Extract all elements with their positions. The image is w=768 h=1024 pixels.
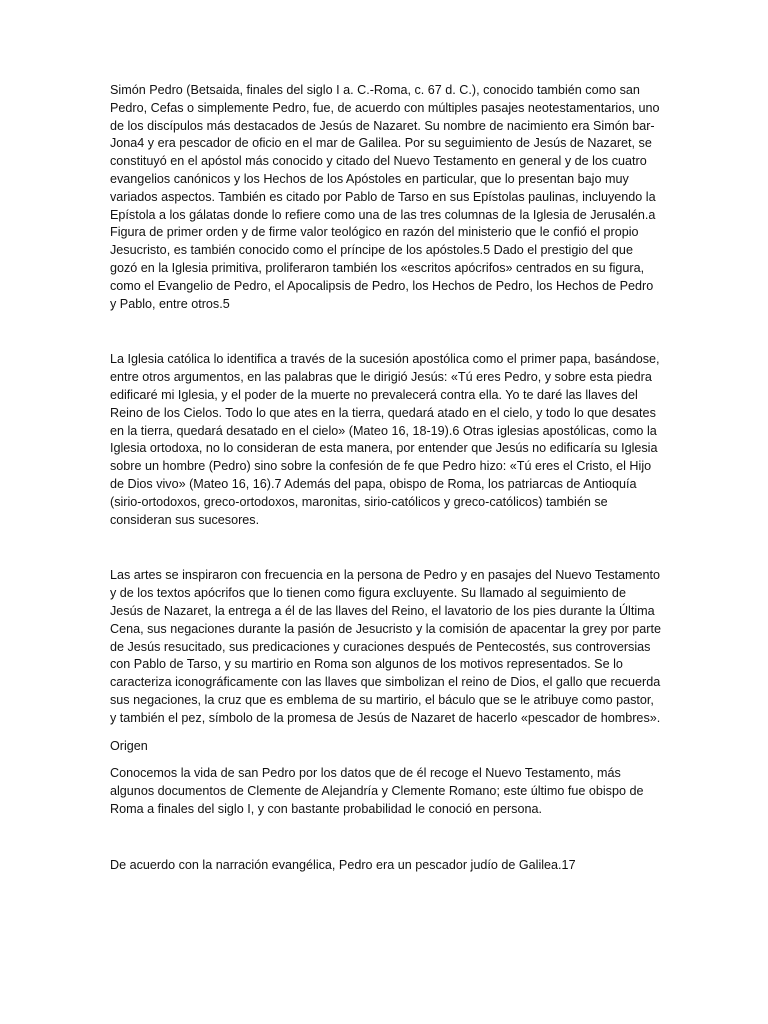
paragraph-sources: Conocemos la vida de san Pedro por los datos que de él recoge el Nuevo Testamento, más algunos documentos de Clemente de Alejandría y Clemente Romano; este último fue obispo de Roma a finales del siglo I, y con bastante probabilidad le conoció en persona. [110,766,644,816]
section-heading-origen: Origen [110,738,148,753]
paragraph-papacy: La Iglesia católica lo identifica a través de la sucesión apostólica como el primer papa, basándose, entre otros argumentos, en las palabras que le dirigió Jesús: «Tú eres Pedro, y sobre esta piedra edificaré mi Iglesia, y el poder de la muerte no prevalecerá contra ella. Yo te daré las llaves del Reino de los Cielos. Todo lo que ates en la tierra, quedará atado en el cielo, y todo lo que desates en la tierra, quedará desatado en el cielo» (Mateo 16, 18-19).6 Otras iglesias apostólicas, como la Iglesia ortodoxa, no lo consideran de esta manera, por entender que Jesús no edificaría su Iglesia sobre un hombre (Pedro) sino sobre la confesión de fe que Pedro hizo: «Tú eres el Cristo, el Hijo de Dios vivo» (Mateo 16, 16).7 Además del papa, obispo de Roma, los patriarcas de Antioquía (sirio-ortodoxos, greco-ortodoxos, maronitas, sirio-católicos y greco-católicos) también se consideran sus sucesores. [110,352,660,527]
paragraph-intro: Simón Pedro (Betsaida, finales del siglo I a. C.-Roma, c. 67 d. C.), conocido también como san Pedro, Cefas o simplemente Pedro, fue, de acuerdo con múltiples pasajes neotestamentarios, uno de los discípulos más destacados de Jesús de Nazaret. Su nombre de nacimiento era Simón bar-Jona4 y era pescador de oficio en el mar de Galilea. Por su seguimiento de Jesús de Nazaret, se constituyó en el apóstol más conocido y citado del Nuevo Testamento en general y de los cuatro evangelios canónicos y los Hechos de los Apóstoles en particular, que lo presentan bajo muy variados aspectos. También es citado por Pablo de Tarso en sus Epístolas paulinas, incluyendo la Epístola a los gálatas donde lo refiere como una de las tres columnas de la Iglesia de Jerusalén.a Figura de primer orden y de firme valor teológico en razón del ministerio que le confió el propio Jesucristo, es también conocido como el príncipe de los apóstoles.5 Dado el prestigio del que gozó en la Iglesia primitiva, proliferaron también los «escritos apócrifos» centrados en su figura, como el Evangelio de Pedro, el Apocalipsis de Pedro, los Hechos de Pedro, los Hechos de Pedro y Pablo, entre otros.5 [110,83,660,311]
paragraph-arts: Las artes se inspiraron con frecuencia en la persona de Pedro y en pasajes del Nuevo Testamento y de los textos apócrifos que lo tienen como figura excluyente. Su llamado al seguimiento de Jesús de Nazaret, la entrega a él de las llaves del Reino, el lavatorio de los pies durante la Última Cena, sus negaciones durante la pasión de Jesucristo y la comisión de apacentar la grey por parte de Jesús resucitado, sus predicaciones y curaciones después de Pentecostés, sus controversias con Pablo de Tarso, y su martirio en Roma son algunos de los motivos representados. Se lo caracteriza iconográficamente con las llaves que simbolizan el reino de Dios, el gallo que recuerda sus negaciones, la cruz que es emblema de su martirio, el báculo que se le atribuye como pastor, y también el pez, símbolo de la promesa de Jesús de Nazaret de hacerlo «pescador de hombres». [110,568,661,725]
document-body [110,82,662,874]
paragraph-fisherman: De acuerdo con la narración evangélica, Pedro era un pescador judío de Galilea.17 [110,857,576,872]
